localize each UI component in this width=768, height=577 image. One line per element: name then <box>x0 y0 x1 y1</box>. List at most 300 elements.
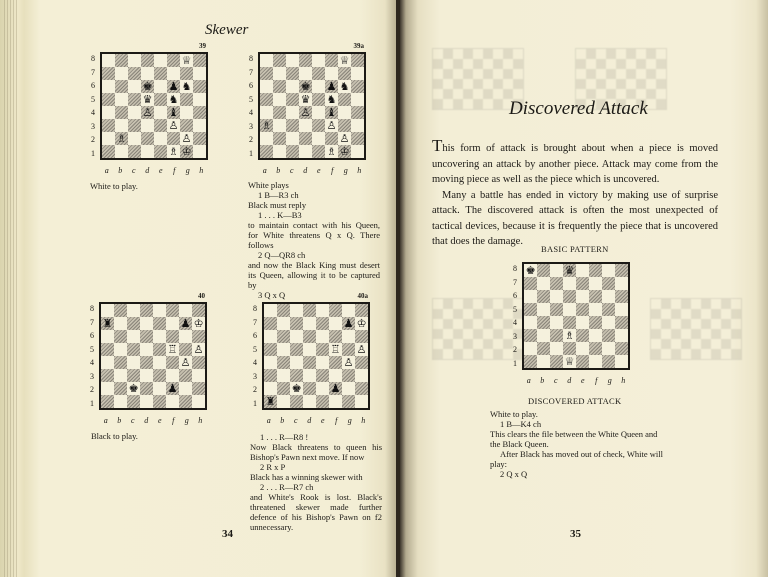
square-g5 <box>180 93 193 106</box>
rank-labels <box>246 52 256 160</box>
square-b7 <box>273 67 286 80</box>
square-e7 <box>154 67 167 80</box>
square-f8 <box>589 264 602 277</box>
file-label: d <box>567 376 572 385</box>
caption-line: to maintain contact with his Queen, for White threatens Q x Q. There follows <box>248 220 380 250</box>
square-a7 <box>260 67 273 80</box>
caption-line: After Black has moved out of check, White will play: <box>490 449 663 469</box>
square-a3 <box>264 369 277 382</box>
black-king-icon: ♚ <box>291 382 302 395</box>
rank-label: 7 <box>513 277 517 287</box>
square-h1 <box>193 145 206 158</box>
file-label: g <box>185 166 190 175</box>
rank-label: 1 <box>90 398 94 408</box>
file-label: h <box>199 166 204 175</box>
square-g6 <box>602 290 615 303</box>
square-b1 <box>277 395 290 408</box>
square-h6 <box>192 330 205 343</box>
white-pawn-icon: ♙ <box>168 119 179 132</box>
rank-labels <box>510 262 520 370</box>
black-pawn-icon: ♟ <box>168 80 179 93</box>
square-h4 <box>615 316 628 329</box>
square-a5 <box>264 343 277 356</box>
square-c7 <box>127 317 140 330</box>
file-label: d <box>145 166 150 175</box>
file-label: e <box>580 376 585 385</box>
rank-label: 2 <box>90 385 94 395</box>
rank-label: 3 <box>253 371 257 381</box>
square-e7 <box>153 317 166 330</box>
diagram-number: 40a <box>357 292 368 300</box>
square-b7 <box>537 277 550 290</box>
square-f2 <box>589 342 602 355</box>
square-g8 <box>179 304 192 317</box>
file-label: b <box>276 166 281 175</box>
file-label: f <box>595 376 598 385</box>
square-b7 <box>114 317 127 330</box>
rank-label: 8 <box>91 54 95 64</box>
square-a1 <box>101 395 114 408</box>
square-a6 <box>260 80 273 93</box>
square-h7 <box>351 67 364 80</box>
caption-line: and White's Rook is lost. Black's threatened skewer made further defence of his Bishop's Pawn on f2 unnecessary. <box>250 492 382 532</box>
square-d1 <box>140 395 153 408</box>
square-a7 <box>101 317 114 330</box>
diagram-number: 40 <box>198 292 205 300</box>
square-h3 <box>355 369 368 382</box>
square-b2 <box>273 132 286 145</box>
rank-label: 7 <box>253 317 257 327</box>
square-a2 <box>102 132 115 145</box>
square-d3 <box>563 329 576 342</box>
square-f2 <box>325 132 338 145</box>
square-a6 <box>524 290 537 303</box>
rank-label: 7 <box>249 67 253 77</box>
square-a2 <box>101 382 114 395</box>
square-g2 <box>602 342 615 355</box>
white-pawn-icon: ♙ <box>193 343 204 356</box>
black-knight-icon: ♞ <box>326 93 337 106</box>
file-label: h <box>357 166 362 175</box>
square-e5 <box>153 343 166 356</box>
black-queen-icon: ♛ <box>300 93 311 106</box>
square-b5 <box>114 343 127 356</box>
square-c8 <box>128 54 141 67</box>
square-c7 <box>286 67 299 80</box>
white-bishop-icon: ♗ <box>116 132 127 145</box>
square-b6 <box>115 80 128 93</box>
square-a3 <box>102 119 115 132</box>
square-h7 <box>193 67 206 80</box>
square-f7 <box>589 277 602 290</box>
square-f7 <box>329 317 342 330</box>
square-b3 <box>114 369 127 382</box>
square-h2 <box>351 132 364 145</box>
square-a5 <box>101 343 114 356</box>
square-g7 <box>179 317 192 330</box>
rank-label: 3 <box>249 121 253 131</box>
square-a1 <box>260 145 273 158</box>
square-d8 <box>303 304 316 317</box>
square-c7 <box>550 277 563 290</box>
square-f7 <box>166 317 179 330</box>
square-f5 <box>167 93 180 106</box>
square-f6 <box>589 290 602 303</box>
diagram-number: 39a <box>353 42 364 50</box>
square-h8 <box>355 304 368 317</box>
square-b3 <box>277 369 290 382</box>
white-pawn-icon: ♙ <box>356 343 367 356</box>
square-d7 <box>140 317 153 330</box>
file-label: e <box>316 166 321 175</box>
square-b4 <box>537 316 550 329</box>
square-e8 <box>312 54 325 67</box>
chess-board <box>258 52 366 160</box>
black-rook-icon: ♜ <box>102 317 113 330</box>
square-b3 <box>115 119 128 132</box>
rank-label: 5 <box>253 344 257 354</box>
caption-line: White to play. <box>490 409 538 419</box>
square-h2 <box>192 382 205 395</box>
square-d8 <box>140 304 153 317</box>
rank-label: 5 <box>90 344 94 354</box>
rank-label: 2 <box>249 135 253 145</box>
square-g6 <box>180 80 193 93</box>
square-b6 <box>277 330 290 343</box>
black-king-icon: ♚ <box>525 264 536 277</box>
square-c4 <box>286 106 299 119</box>
square-e2 <box>153 382 166 395</box>
square-g6 <box>338 80 351 93</box>
square-g4 <box>179 356 192 369</box>
square-h3 <box>351 119 364 132</box>
square-h4 <box>193 106 206 119</box>
square-e7 <box>576 277 589 290</box>
square-c5 <box>286 93 299 106</box>
square-d3 <box>299 119 312 132</box>
rank-label: 1 <box>249 148 253 158</box>
file-label: c <box>130 416 135 425</box>
white-king-icon: ♔ <box>339 145 350 158</box>
square-e1 <box>153 395 166 408</box>
square-h7 <box>355 317 368 330</box>
square-d6 <box>303 330 316 343</box>
rank-label: 8 <box>253 304 257 314</box>
black-queen-icon: ♛ <box>564 264 575 277</box>
square-d5 <box>141 93 154 106</box>
square-c3 <box>290 369 303 382</box>
square-h4 <box>351 106 364 119</box>
square-c3 <box>128 119 141 132</box>
file-label: a <box>103 416 108 425</box>
square-c8 <box>127 304 140 317</box>
square-e4 <box>316 356 329 369</box>
square-g5 <box>602 303 615 316</box>
caption-line: 1 . . . K—B3 <box>258 210 302 220</box>
square-d5 <box>303 343 316 356</box>
square-a4 <box>264 356 277 369</box>
square-b4 <box>114 356 127 369</box>
caption-line: 2 Q x Q <box>500 469 528 479</box>
square-c4 <box>290 356 303 369</box>
square-g8 <box>180 54 193 67</box>
square-f3 <box>167 119 180 132</box>
square-c3 <box>286 119 299 132</box>
diagram-number: 39 <box>199 42 206 50</box>
rank-label: 4 <box>249 108 253 118</box>
black-pawn-icon: ♟ <box>326 80 337 93</box>
file-label: c <box>289 166 294 175</box>
square-c3 <box>550 329 563 342</box>
rank-label: 6 <box>513 291 517 301</box>
rank-label: 4 <box>513 318 517 328</box>
rank-label: 4 <box>90 358 94 368</box>
square-c6 <box>550 290 563 303</box>
square-g3 <box>179 369 192 382</box>
square-f6 <box>325 80 338 93</box>
square-c7 <box>290 317 303 330</box>
square-f4 <box>329 356 342 369</box>
square-a5 <box>260 93 273 106</box>
chess-board <box>262 302 370 410</box>
square-b1 <box>115 145 128 158</box>
file-label: b <box>540 376 545 385</box>
file-label: g <box>347 416 352 425</box>
white-pawn-icon: ♙ <box>142 106 153 119</box>
square-g7 <box>342 317 355 330</box>
square-a2 <box>260 132 273 145</box>
caption-line: 2 Q—QR8 ch <box>258 250 306 260</box>
square-f2 <box>167 132 180 145</box>
rank-label: 4 <box>253 358 257 368</box>
square-e8 <box>154 54 167 67</box>
square-c1 <box>127 395 140 408</box>
square-e2 <box>576 342 589 355</box>
rank-label: 6 <box>253 331 257 341</box>
square-g3 <box>180 119 193 132</box>
black-pawn-icon: ♟ <box>180 317 191 330</box>
square-f3 <box>589 329 602 342</box>
square-d5 <box>563 303 576 316</box>
square-g5 <box>338 93 351 106</box>
white-queen-icon: ♕ <box>339 54 350 67</box>
square-b8 <box>277 304 290 317</box>
square-b6 <box>537 290 550 303</box>
square-e8 <box>316 304 329 317</box>
rank-label: 1 <box>91 148 95 158</box>
square-c1 <box>550 355 563 368</box>
caption-line: Black has a winning skewer with <box>250 472 363 482</box>
square-f8 <box>167 54 180 67</box>
square-b2 <box>537 342 550 355</box>
caption-line: 2 R x P <box>260 462 286 472</box>
file-labels <box>100 166 208 175</box>
square-c2 <box>550 342 563 355</box>
square-e8 <box>576 264 589 277</box>
square-d7 <box>563 277 576 290</box>
square-d4 <box>141 106 154 119</box>
rank-label: 7 <box>90 317 94 327</box>
square-g3 <box>342 369 355 382</box>
square-b3 <box>537 329 550 342</box>
square-g7 <box>180 67 193 80</box>
square-c5 <box>290 343 303 356</box>
square-b1 <box>114 395 127 408</box>
square-g1 <box>179 395 192 408</box>
file-label: e <box>320 416 325 425</box>
intro-paragraph-2: Many a battle has ended in victory by making use of surprise attack. The discovered attack is often the most unexpected of tactical devices, because it is frequently the piece that is uncovered that does the damage. <box>432 189 718 247</box>
square-g5 <box>179 343 192 356</box>
square-a3 <box>260 119 273 132</box>
caption-line: Black must reply <box>248 200 307 210</box>
square-a8 <box>101 304 114 317</box>
square-e4 <box>153 356 166 369</box>
rank-label: 6 <box>90 331 94 341</box>
white-rook-icon: ♖ <box>167 343 178 356</box>
diagram-39a <box>249 42 366 175</box>
square-d7 <box>141 67 154 80</box>
square-b8 <box>115 54 128 67</box>
rank-label: 2 <box>91 135 95 145</box>
white-bishop-icon: ♗ <box>326 145 337 158</box>
black-knight-icon: ♞ <box>168 93 179 106</box>
square-g7 <box>338 67 351 80</box>
file-labels <box>262 416 370 425</box>
square-a3 <box>524 329 537 342</box>
white-pawn-icon: ♙ <box>326 119 337 132</box>
black-bishop-icon: ♝ <box>326 106 337 119</box>
square-c2 <box>128 132 141 145</box>
square-g7 <box>602 277 615 290</box>
square-a6 <box>101 330 114 343</box>
square-a8 <box>260 54 273 67</box>
square-h8 <box>615 264 628 277</box>
square-g1 <box>342 395 355 408</box>
square-h4 <box>355 356 368 369</box>
diagram-40-caption <box>91 431 231 441</box>
chess-board <box>99 302 207 410</box>
rank-label: 1 <box>513 358 517 368</box>
square-h3 <box>615 329 628 342</box>
square-f7 <box>167 67 180 80</box>
square-c4 <box>550 316 563 329</box>
square-e5 <box>576 303 589 316</box>
black-knight-icon: ♞ <box>339 80 350 93</box>
square-e6 <box>316 330 329 343</box>
rank-label: 7 <box>91 67 95 77</box>
file-label: g <box>607 376 612 385</box>
caption-line: and now the Black King must desert its Queen, allowing it to be captured by <box>248 260 380 290</box>
square-e3 <box>316 369 329 382</box>
intro-paragraph-1: This form of attack is brought about when a piece is moved uncovering an attack by another piece. Attack may come from the moving piece as well as the piece which is uncovered. <box>432 136 718 185</box>
square-c6 <box>290 330 303 343</box>
square-b2 <box>277 382 290 395</box>
square-a1 <box>102 145 115 158</box>
square-g8 <box>602 264 615 277</box>
square-f8 <box>325 54 338 67</box>
square-b6 <box>273 80 286 93</box>
square-d5 <box>140 343 153 356</box>
page-number-left: 34 <box>222 528 233 540</box>
file-label: f <box>173 166 176 175</box>
square-b4 <box>277 356 290 369</box>
square-f1 <box>589 355 602 368</box>
square-e2 <box>312 132 325 145</box>
caption-line: Black to play. <box>91 431 138 441</box>
file-label: g <box>184 416 189 425</box>
rank-label: 5 <box>91 94 95 104</box>
square-h5 <box>351 93 364 106</box>
square-h4 <box>192 356 205 369</box>
square-d3 <box>303 369 316 382</box>
file-label: f <box>172 416 175 425</box>
square-f4 <box>166 356 179 369</box>
square-c4 <box>127 356 140 369</box>
square-h8 <box>351 54 364 67</box>
diagram-basic-pattern <box>513 262 630 385</box>
file-label: h <box>198 416 203 425</box>
square-e7 <box>312 67 325 80</box>
square-d2 <box>563 342 576 355</box>
square-d8 <box>563 264 576 277</box>
square-g4 <box>180 106 193 119</box>
caption-line: White plays <box>248 180 289 190</box>
square-f3 <box>166 369 179 382</box>
square-a4 <box>260 106 273 119</box>
rank-label: 6 <box>91 81 95 91</box>
file-label: a <box>526 376 531 385</box>
square-e5 <box>316 343 329 356</box>
square-e1 <box>312 145 325 158</box>
square-d8 <box>141 54 154 67</box>
square-e3 <box>576 329 589 342</box>
square-a1 <box>524 355 537 368</box>
running-head: Skewer <box>205 22 249 38</box>
square-h8 <box>192 304 205 317</box>
square-c2 <box>127 382 140 395</box>
square-g4 <box>342 356 355 369</box>
square-f4 <box>167 106 180 119</box>
rank-label: 2 <box>253 385 257 395</box>
file-labels <box>522 376 630 385</box>
square-c4 <box>128 106 141 119</box>
white-bishop-icon: ♗ <box>564 329 575 342</box>
rank-label: 8 <box>90 304 94 314</box>
square-c1 <box>290 395 303 408</box>
square-b8 <box>537 264 550 277</box>
black-bishop-icon: ♝ <box>168 106 179 119</box>
black-king-icon: ♚ <box>128 382 139 395</box>
square-h1 <box>355 395 368 408</box>
square-g6 <box>342 330 355 343</box>
white-queen-icon: ♕ <box>181 54 192 67</box>
caption-line: 1 B—R3 ch <box>258 190 299 200</box>
file-label: c <box>553 376 558 385</box>
square-f1 <box>325 145 338 158</box>
square-a7 <box>102 67 115 80</box>
square-h3 <box>192 369 205 382</box>
square-c1 <box>286 145 299 158</box>
rank-label: 4 <box>91 108 95 118</box>
square-b7 <box>115 67 128 80</box>
intro-text <box>432 138 718 250</box>
square-e5 <box>154 93 167 106</box>
rank-label: 2 <box>513 345 517 355</box>
square-f5 <box>329 343 342 356</box>
drop-cap: T <box>432 136 443 155</box>
square-b8 <box>273 54 286 67</box>
file-label: d <box>144 416 149 425</box>
